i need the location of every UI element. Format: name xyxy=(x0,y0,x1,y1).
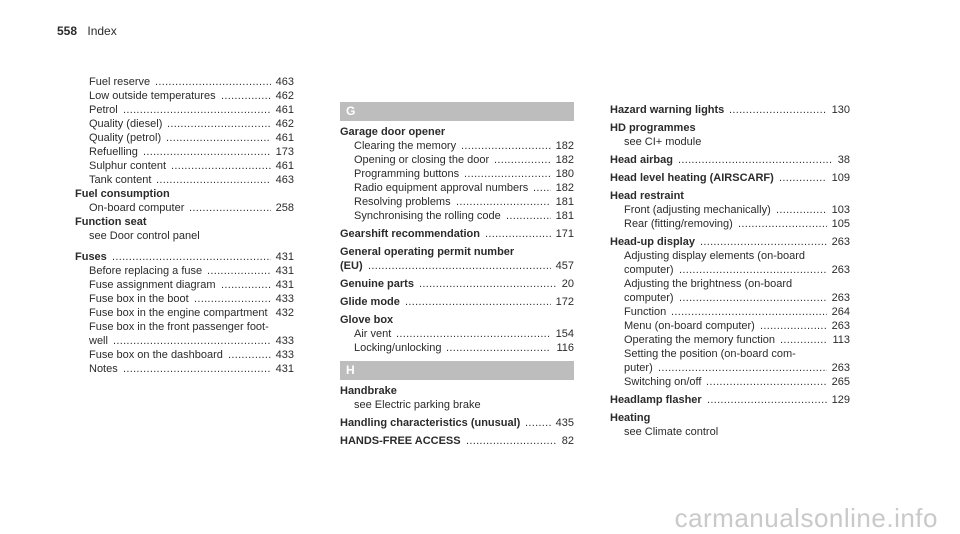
index-entry-page: 173 xyxy=(275,146,294,158)
leader-dots xyxy=(525,416,551,430)
index-entry-label: Genuine parts xyxy=(340,278,414,290)
index-entry-page: 182 xyxy=(555,154,574,166)
index-entry-label: Before replacing a fuse xyxy=(89,265,203,277)
index-entry-label: Fuse box on the dashboard xyxy=(89,349,223,361)
index-entry-fuse-box-in-the-engine-compartment xyxy=(75,306,294,320)
index-entry-page: 461 xyxy=(275,160,294,172)
index-entry-page: 435 xyxy=(555,417,574,429)
leader-dots xyxy=(113,334,271,348)
index-entry-page: 258 xyxy=(275,202,294,214)
index-entry-label: On-board computer xyxy=(89,202,185,214)
index-entry-page: 431 xyxy=(275,265,294,277)
index-entry-page: 116 xyxy=(556,342,574,354)
index-entry-page: 182 xyxy=(555,140,574,152)
index-entry-page: 263 xyxy=(831,264,850,276)
index-entry-front-adjusting-mechanically xyxy=(610,203,850,217)
leader-dots xyxy=(405,295,551,309)
index-entry-label: Notes xyxy=(89,363,118,375)
leader-dots xyxy=(679,263,827,277)
leader-dots xyxy=(396,327,551,341)
index-entry-label: Refuelling xyxy=(89,146,138,158)
leader-dots xyxy=(466,434,557,448)
index-entry-page: 182 xyxy=(555,182,574,194)
index-entry-glide-mode xyxy=(340,295,574,309)
index-entry-label: computer) xyxy=(624,292,674,304)
index-entry-headlamp-flasher xyxy=(610,393,850,407)
index-entry-well xyxy=(75,334,294,348)
index-entry-label: Sulphur content xyxy=(89,160,167,172)
leader-dots xyxy=(446,341,551,355)
index-entry-label: Switching on/off xyxy=(624,376,702,388)
index-entry-page: 38 xyxy=(837,154,850,166)
section-name: Index xyxy=(87,24,117,38)
index-entry-label: General operating permit number xyxy=(340,246,515,258)
leader-dots xyxy=(155,75,271,89)
leader-dots xyxy=(166,131,271,145)
index-entry-see-ci-module xyxy=(610,135,850,149)
index-entry-label: Headlamp flasher xyxy=(610,394,702,406)
index-entry-menu-on-board-computer xyxy=(610,319,850,333)
index-entry-page: 109 xyxy=(831,172,850,184)
index-entry-switching-on-off xyxy=(610,375,850,389)
index-entry-page: 82 xyxy=(561,435,574,447)
index-entry-page: 181 xyxy=(555,196,574,208)
leader-dots xyxy=(112,250,271,264)
index-entry-garage-door-opener xyxy=(340,125,574,139)
index-entry-see-climate-control xyxy=(610,425,850,439)
index-entry-head-airbag xyxy=(610,153,850,167)
index-entry-petrol xyxy=(75,103,294,117)
index-entry-page: 431 xyxy=(275,251,294,263)
index-entry-genuine-parts xyxy=(340,277,574,291)
index-entry-page: 463 xyxy=(275,174,294,186)
leader-dots xyxy=(658,361,827,375)
leader-dots xyxy=(156,173,271,187)
index-entry-label: see CI+ module xyxy=(624,136,702,148)
index-entry-page: 263 xyxy=(831,362,850,374)
index-entry-label: Quality (diesel) xyxy=(89,118,163,130)
index-entry-page: 105 xyxy=(831,218,850,230)
index-entry-label: Petrol xyxy=(89,104,118,116)
index-entry-adjusting-display-elements-on-board xyxy=(610,249,850,263)
index-entry-page: 130 xyxy=(831,104,850,116)
index-entry-label: computer) xyxy=(624,264,674,276)
leader-dots xyxy=(485,227,551,241)
index-entry-label: HD programmes xyxy=(610,122,696,134)
index-entry-page: 462 xyxy=(275,118,294,130)
leader-dots xyxy=(221,89,271,103)
index-entry-operating-the-memory-function xyxy=(610,333,850,347)
index-entry-handling-characteristics-unusual xyxy=(340,416,574,430)
index-entry-radio-equipment-approval-numbers xyxy=(340,181,574,195)
index-entry-locking-unlocking xyxy=(340,341,574,355)
index-entry-hazard-warning-lights xyxy=(610,103,850,117)
index-entry-label: Tank content xyxy=(89,174,152,186)
leader-dots xyxy=(671,305,827,319)
leader-dots xyxy=(167,117,271,131)
index-entry-page: 461 xyxy=(275,132,294,144)
index-entry-label: Hazard warning lights xyxy=(610,104,725,116)
index-entry-fuse-box-in-the-front-passenger-foot xyxy=(75,320,294,334)
index-entry-label: Setting the position (on-board com- xyxy=(624,348,796,360)
index-entry-label: Menu (on-board computer) xyxy=(624,320,755,332)
leader-dots xyxy=(368,259,551,273)
leader-dots xyxy=(707,393,827,407)
index-entry-label: Quality (petrol) xyxy=(89,132,162,144)
index-entry-resolving-problems xyxy=(340,195,574,209)
index-entry-label: Function seat xyxy=(75,216,147,228)
index-entry-page: 433 xyxy=(275,293,294,305)
index-entry-on-board-computer xyxy=(75,201,294,215)
index-entry-refuelling xyxy=(75,145,294,159)
leader-dots xyxy=(207,264,271,278)
index-entry-opening-or-closing-the-door xyxy=(340,153,574,167)
index-entry-label: see Electric parking brake xyxy=(354,399,481,411)
index-entry-rear-fitting-removing xyxy=(610,217,850,231)
index-entry-label: Fuel reserve xyxy=(89,76,151,88)
index-entry-sulphur-content xyxy=(75,159,294,173)
index-entry-page: 154 xyxy=(555,328,574,340)
index-entry-fuse-box-on-the-dashboard xyxy=(75,348,294,362)
index-entry-page: 432 xyxy=(275,307,294,319)
index-entry-handbrake xyxy=(340,384,574,398)
watermark: carmanualsonline.info xyxy=(674,503,938,533)
index-entry-label: Adjusting display elements (on-board xyxy=(624,250,805,262)
index-entry-page: 129 xyxy=(831,394,850,406)
leader-dots xyxy=(678,153,833,167)
index-entry-function-seat xyxy=(75,215,294,229)
index-entry-see-door-control-panel xyxy=(75,229,294,243)
page-number: 558 xyxy=(57,24,78,38)
leader-dots xyxy=(461,139,551,153)
index-entry-clearing-the-memory xyxy=(340,139,574,153)
index-entry-label: Glide mode xyxy=(340,296,400,308)
index-entry-air-vent xyxy=(340,327,574,341)
leader-dots xyxy=(779,171,827,185)
leader-dots xyxy=(194,292,271,306)
index-entry-label: puter) xyxy=(624,362,653,374)
index-entry-page: 433 xyxy=(275,335,294,347)
index-entry-quality-petrol xyxy=(75,131,294,145)
index-entry-page: 264 xyxy=(831,306,850,318)
index-entry-page: 265 xyxy=(831,376,850,388)
index-entry-label: HANDS-FREE ACCESS xyxy=(340,435,461,447)
index-entry-head-level-heating-airscarf xyxy=(610,171,850,185)
index-entry-fuse-box-in-the-boot xyxy=(75,292,294,306)
leader-dots xyxy=(171,159,271,173)
index-entry-computer xyxy=(610,263,850,277)
leader-dots xyxy=(738,217,827,231)
index-entry-page: 431 xyxy=(275,279,294,291)
leader-dots xyxy=(776,203,827,217)
index-entry-label: Programming buttons xyxy=(354,168,460,180)
index-entry-label: Clearing the memory xyxy=(354,140,457,152)
index-entry-label: Fuse box in the boot xyxy=(89,293,189,305)
index-entry-page: 103 xyxy=(831,204,850,216)
index-entry-hd-programmes xyxy=(610,121,850,135)
leader-dots xyxy=(729,103,827,117)
leader-dots xyxy=(780,333,827,347)
index-entry-fuel-consumption xyxy=(75,187,294,201)
index-entry-label: Front (adjusting mechanically) xyxy=(624,204,771,216)
leader-dots xyxy=(464,167,551,181)
index-entry-page: 113 xyxy=(832,334,850,346)
index-entry-fuses xyxy=(75,250,294,264)
index-entry-label: (EU) xyxy=(340,260,363,272)
index-entry-label: Resolving problems xyxy=(354,196,451,208)
leader-dots xyxy=(221,278,271,292)
index-entry-label: Air vent xyxy=(354,328,392,340)
index-entry-label: Radio equipment approval numbers xyxy=(354,182,529,194)
index-entry-page: 172 xyxy=(555,296,574,308)
index-entry-tank-content xyxy=(75,173,294,187)
index-entry-puter xyxy=(610,361,850,375)
index-entry-head-restraint xyxy=(610,189,850,203)
leader-dots xyxy=(679,291,827,305)
leader-dots xyxy=(494,153,551,167)
leader-dots xyxy=(506,209,551,223)
index-entry-page: 457 xyxy=(555,260,574,272)
index-entry-label: Gearshift recommendation xyxy=(340,228,480,240)
index-entry-label: see Climate control xyxy=(624,426,719,438)
index-entry-page: 461 xyxy=(275,104,294,116)
index-entry-label: Head airbag xyxy=(610,154,673,166)
index-entry-page: 263 xyxy=(831,236,850,248)
index-entry-label: Locking/unlocking xyxy=(354,342,442,354)
index-entry-label: Opening or closing the door xyxy=(354,154,490,166)
index-entry-label: Handling characteristics (unusual) xyxy=(340,417,521,429)
index-entry-label: Head level heating (AIRSCARF) xyxy=(610,172,774,184)
index-entry-general-operating-permit-number xyxy=(340,245,574,259)
index-entry-heating xyxy=(610,411,850,425)
index-entry-label: Low outside temperatures xyxy=(89,90,216,102)
index-entry-label: Glove box xyxy=(340,314,394,326)
index-entry-label: Garage door opener xyxy=(340,126,446,138)
index-entry-label: Fuses xyxy=(75,251,107,263)
section-header-h: H xyxy=(340,361,574,380)
leader-dots xyxy=(189,201,271,215)
index-entry-page: 180 xyxy=(555,168,574,180)
index-entry-page: 171 xyxy=(555,228,574,240)
index-entry-label: Handbrake xyxy=(340,385,397,397)
index-entry-fuse-assignment-diagram xyxy=(75,278,294,292)
index-entry-label: Synchronising the rolling code xyxy=(354,210,501,222)
leader-dots xyxy=(228,348,271,362)
index-entry-page: 431 xyxy=(275,363,294,375)
leader-dots xyxy=(706,375,827,389)
index-entry-label: Head-up display xyxy=(610,236,695,248)
leader-dots xyxy=(123,362,271,376)
index-entry-synchronising-the-rolling-code xyxy=(340,209,574,223)
index-entry-low-outside-temperatures xyxy=(75,89,294,103)
index-entry-before-replacing-a-fuse xyxy=(75,264,294,278)
section-header-g: G xyxy=(340,102,574,121)
index-entry-label: Rear (fitting/removing) xyxy=(624,218,733,230)
index-entry-eu xyxy=(340,259,574,273)
index-entry-page: 263 xyxy=(831,292,850,304)
index-entry-page: 462 xyxy=(275,90,294,102)
index-entry-fuel-reserve xyxy=(75,75,294,89)
leader-dots xyxy=(700,235,827,249)
index-entry-head-up-display xyxy=(610,235,850,249)
index-entry-quality-diesel xyxy=(75,117,294,131)
index-entry-adjusting-the-brightness-on-board xyxy=(610,277,850,291)
index-entry-label: Fuse assignment diagram xyxy=(89,279,216,291)
index-entry-label: well xyxy=(89,335,108,347)
index-entry-setting-the-position-on-board-com xyxy=(610,347,850,361)
leader-dots xyxy=(143,145,271,159)
page-header xyxy=(57,24,117,38)
index-entry-computer xyxy=(610,291,850,305)
index-entry-label: Heating xyxy=(610,412,651,424)
leader-dots xyxy=(123,103,271,117)
index-entry-label: Head restraint xyxy=(610,190,684,202)
index-entry-programming-buttons xyxy=(340,167,574,181)
index-entry-page: 433 xyxy=(275,349,294,361)
leader-dots xyxy=(419,277,557,291)
index-entry-page: 263 xyxy=(831,320,850,332)
index-entry-label: Operating the memory function xyxy=(624,334,776,346)
index-entry-see-electric-parking-brake xyxy=(340,398,574,412)
index-entry-glove-box xyxy=(340,313,574,327)
index-entry-label: Fuel consumption xyxy=(75,188,170,200)
leader-dots xyxy=(533,181,551,195)
index-entry-label: see Door control panel xyxy=(89,230,200,242)
index-entry-gearshift-recommendation xyxy=(340,227,574,241)
index-entry-page: 181 xyxy=(555,210,574,222)
leader-dots xyxy=(456,195,551,209)
index-entry-notes xyxy=(75,362,294,376)
index-entry-label: Fuse box in the engine compartment xyxy=(89,307,268,319)
index-entry-label: Adjusting the brightness (on-board xyxy=(624,278,793,290)
index-entry-page: 20 xyxy=(561,278,574,290)
leader-dots xyxy=(760,319,827,333)
index-entry-hands-free-access xyxy=(340,434,574,448)
index-entry-label: Function xyxy=(624,306,667,318)
index-entry-label: Fuse box in the front passenger foot- xyxy=(89,321,269,333)
index-entry-function xyxy=(610,305,850,319)
index-entry-page: 463 xyxy=(275,76,294,88)
